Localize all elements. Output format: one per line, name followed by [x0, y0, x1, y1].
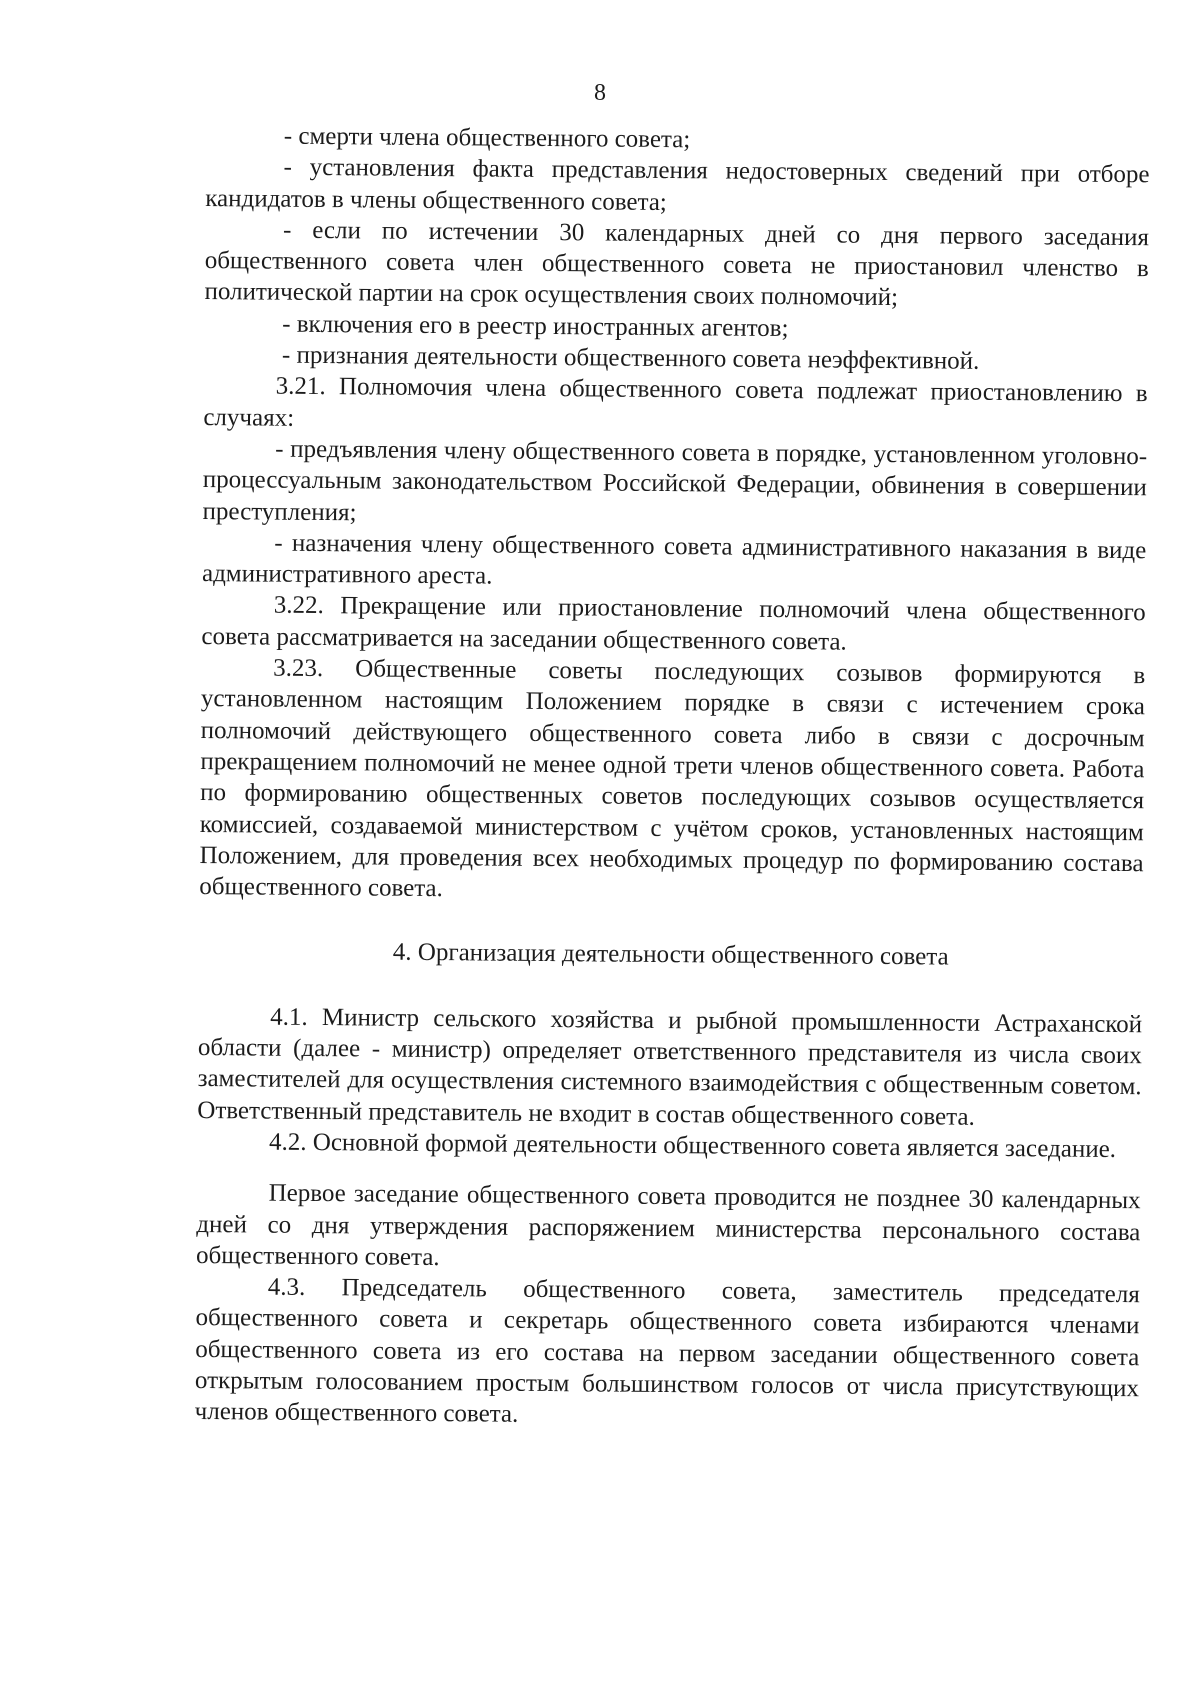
list-item-party-membership: - если по истечении 30 календарных дней со дня первого заседания общественного совета член общественного совета не приостановил членство в политической партии на срок осуществления своих полномочий;	[204, 216, 1150, 312]
clause-3-21: 3.21. Полномочия члена общественного совета подлежат приостановлению в случаях:	[203, 372, 1148, 432]
clause-4-3: 4.3. Председатель общественного совета, заместитель председателя общественного совета и секретарь общественного совета избираются членами общественного совета из его состава на первом заседании общественного совета открытым голосованием простым большинством голосов от числа присутствующих членов общественного совета.	[194, 1273, 1140, 1429]
clause-4-2: 4.2. Основной формой деятельности общественного совета является заседание.	[268, 1128, 1117, 1163]
list-item-accusation: - предъявления члену общественного совета в порядке, установленном уголовно-процессуальным законодательством Российской Федерации, обвинения в совершении преступления;	[202, 435, 1148, 526]
clause-4-2-first-meeting: Первое заседание общественного совета проводится не позднее 30 календарных дней со дня утверждения распоряжением министерства персонального состава общественного совета.	[195, 1179, 1141, 1271]
list-item-foreign-agents: - включения его в реестр иностранных агентов;	[282, 310, 789, 342]
list-item-false-info: - установления факта представления недостоверных сведений при отборе кандидатов в члены общественного совета;	[205, 153, 1150, 216]
section-heading-4: 4. Организация деятельности общественного совета	[392, 939, 949, 971]
clause-3-22: 3.22. Прекращение или приостановление полномочий члена общественного совета рассматривается на заседании общественного совета.	[201, 592, 1146, 656]
list-item-ineffective: - признания деятельности общественного совета неэффективной.	[281, 341, 980, 375]
list-item-death: - смерти члена общественного совета;	[283, 122, 691, 154]
document-body	[195, 120, 1150, 1436]
page-number: 8	[594, 80, 606, 106]
clause-3-23: 3.23. Общественные советы последующих созывов формируются в установленном настоящим Положением порядке в связи с истечением срока полномочий действующего общественного совета либо в связи с досрочным прекращением полномочий не менее одной трети членов общественного совета. Работа по формированию общественных советов последующих созывов осуществляется комиссией, создаваемой министерством с учётом сроков, установленных настоящим Положением, для проведения всех необходимых процедур по формированию состава общественного совета.	[199, 654, 1146, 903]
list-item-arrest: - назначения члену общественного совета административного наказания в виде административного ареста.	[201, 529, 1147, 590]
clause-4-1: 4.1. Министр сельского хозяйства и рыбной промышленности Астраханской области (далее - министр) определяет ответственного представителя из числа своих заместителей для осуществления системного взаимодействия с общественным советом. Ответственный представитель не входит в состав общественного совета.	[197, 1003, 1143, 1131]
